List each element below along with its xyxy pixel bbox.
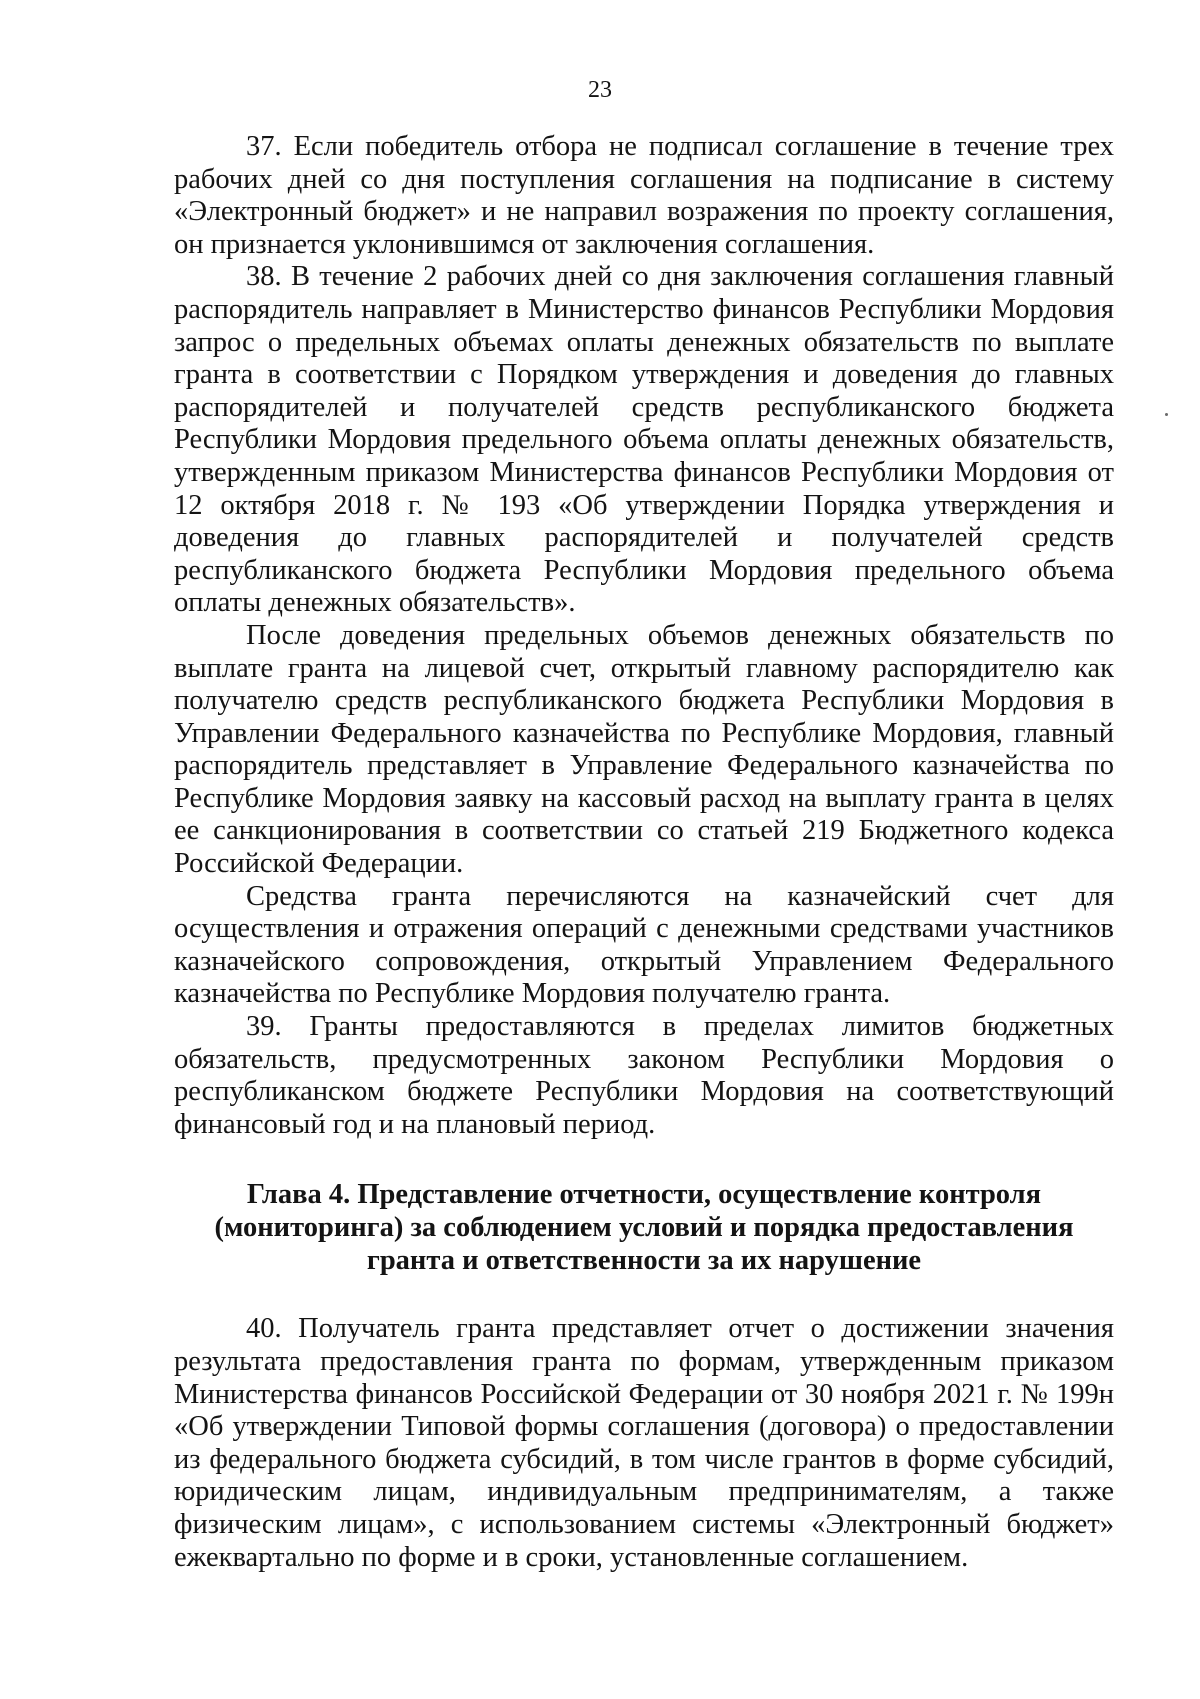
document-body [174, 131, 1114, 1574]
page-number: 23 [588, 77, 612, 103]
paragraph-37: 37. Если победитель отбора не подписал соглашение в течение трех рабочих дней со дня поступления соглашения на подписание в систему «Электронный бюджет» и не направил возражения по проекту соглашения, он признается уклонившимся от заключения соглашения. [174, 131, 1114, 260]
paragraph-38-limits: После доведения предельных объемов денежных обязательств по выплате гранта на лицевой счет, открытый главному распорядителю как получателю средств республиканского бюджета Республики Мордовия в Управлении Федерального казначейства по Республике Мордовия, главный распорядитель представляет в Управление Федерального казначейства по Республике Мордовия заявку на кассовый расход на выплату гранта в целях ее санкционирования в соответствии со статьей 219 Бюджетного кодекса Российской Федерации. [174, 619, 1114, 880]
chapter-heading [174, 1178, 1114, 1277]
paragraph-38-transfer: Средства гранта перечисляются на казначейский счет для осуществления и отражения операций с денежными средствами участников казначейского сопровождения, открытый Управлением Федерального казначейства по Республике Мордовия получателю гранта. [174, 880, 1114, 1010]
paragraph-39: 39. Гранты предоставляются в пределах лимитов бюджетных обязательств, предусмотренных законом Республики Мордовия о республиканском бюджете Республики Мордовия на соответствующий финансовый год и на плановый период. [174, 1011, 1114, 1140]
paragraph-40: 40. Получатель гранта представляет отчет о достижении значения результата предоставления гранта по формам, утвержденным приказом Министерства финансов Российской Федерации от 30 ноября 2021 г. № 199н «Об утверждении Типовой формы соглашения (договора) о предоставлении из федерального бюджета субсидий, в том числе грантов в форме субсидий, юридическим лицам, индивидуальным предпринимателям, а также физическим лицам», с использованием системы «Электронный бюджет» ежеквартально по форме и в сроки, установленные соглашением. [174, 1313, 1114, 1573]
chapter-heading-line: гранта и ответственности за их нарушение [366, 1245, 922, 1277]
chapter-heading-line: Глава 4. Представление отчетности, осуществление контроля [246, 1179, 1042, 1211]
paragraph-38: 38. В течение 2 рабочих дней со дня заключения соглашения главный распорядитель направляет в Министерство финансов Республики Мордовия запрос о предельных объемах оплаты денежных обязательств по выплате гранта в соответствии с Порядком утверждения и доведения до главных распорядителей и получателей средств республиканского бюджета Республики Мордовия предельного объема оплаты денежных обязательств, утвержденным приказом Министерства финансов Республики Мордовия от 12 октября 2018 г. № 193 «Об утверждении Порядка утверждения и доведения до главных распорядителей и получателей средств республиканского бюджета Республики Мордовия предельного объема оплаты денежных обязательств». [174, 261, 1114, 619]
scan-speck [1165, 413, 1168, 416]
chapter-heading-line: (мониторинга) за соблюдением условий и порядка предоставления [214, 1212, 1074, 1244]
